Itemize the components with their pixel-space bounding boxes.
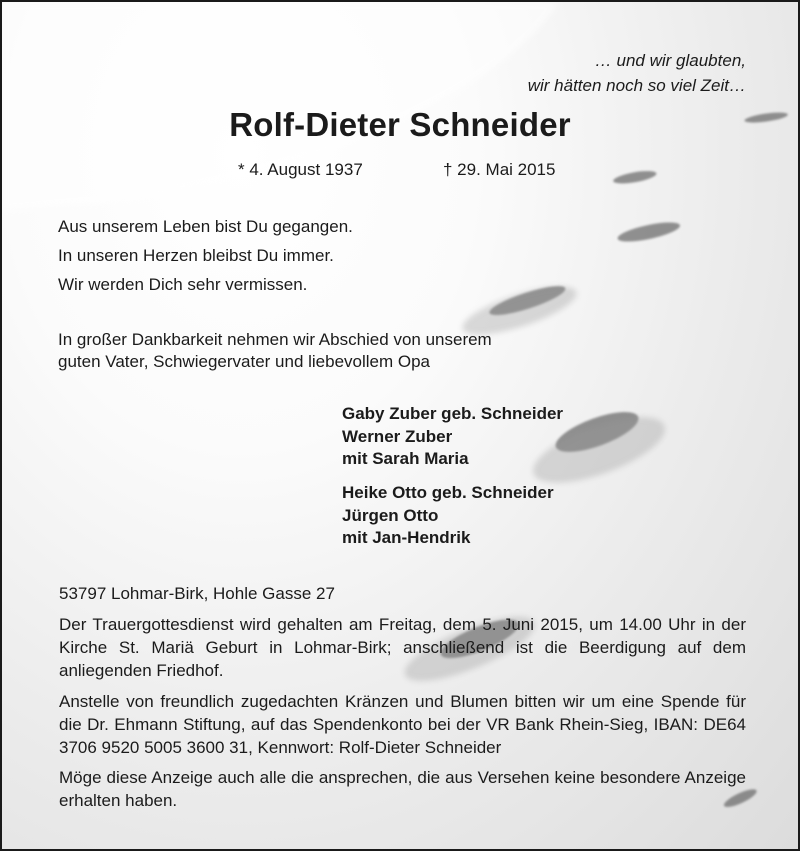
quote-line-2: wir hätten noch so viel Zeit… (527, 76, 746, 95)
poem-line: In unseren Herzen bleibst Du immer. (58, 246, 334, 265)
death-date: † 29. Mai 2015 (443, 160, 556, 179)
family-member: Jürgen Otto (342, 506, 439, 525)
poem-line: Aus unserem Leben bist Du gegangen. (58, 217, 353, 236)
family-member: mit Jan-Hendrik (342, 528, 471, 547)
birth-date: * 4. August 1937 (238, 160, 363, 179)
closing-text: Möge diese Anzeige auch alle die ansprechen, die aus Versehen keine besondere Anzeige erhalten haben. (59, 768, 746, 810)
deceased-name: Rolf-Dieter Schneider (229, 106, 571, 143)
address: 53797 Lohmar-Birk, Hohle Gasse 27 (59, 584, 335, 603)
family-member: mit Sarah Maria (342, 449, 469, 468)
intro-line: In großer Dankbarkeit nehmen wir Abschied von unserem (58, 330, 492, 349)
quote-line-1: … und wir glaubten, (594, 51, 746, 70)
intro-line: guten Vater, Schwiegervater und liebevollem Opa (58, 352, 431, 371)
donation-text: Anstelle von freundlich zugedachten Kränzen und Blumen bitten wir um eine Spende für die Dr. Ehmann Stiftung, auf das Spendenkonto bei der VR Bank Rhein-Sieg, IBAN: DE64 3706 9520 5005 3600 31, Kennwort: Rolf-Dieter Schneider (59, 692, 746, 757)
family-member: Heike Otto geb. Schneider (342, 483, 554, 502)
family-member: Gaby Zuber geb. Schneider (342, 404, 564, 423)
poem-line: Wir werden Dich sehr vermissen. (58, 275, 308, 294)
footprint (612, 169, 657, 186)
footprint (616, 219, 681, 246)
family-member: Werner Zuber (342, 427, 453, 446)
funeral-service-text: Der Trauergottesdienst wird gehalten am Freitag, dem 5. Juni 2015, um 14.00 Uhr in der Kirche St. Mariä Geburt in Lohmar-Birk; anschließend ist die Beerdigung auf dem anliegenden Friedhof. (59, 615, 746, 680)
